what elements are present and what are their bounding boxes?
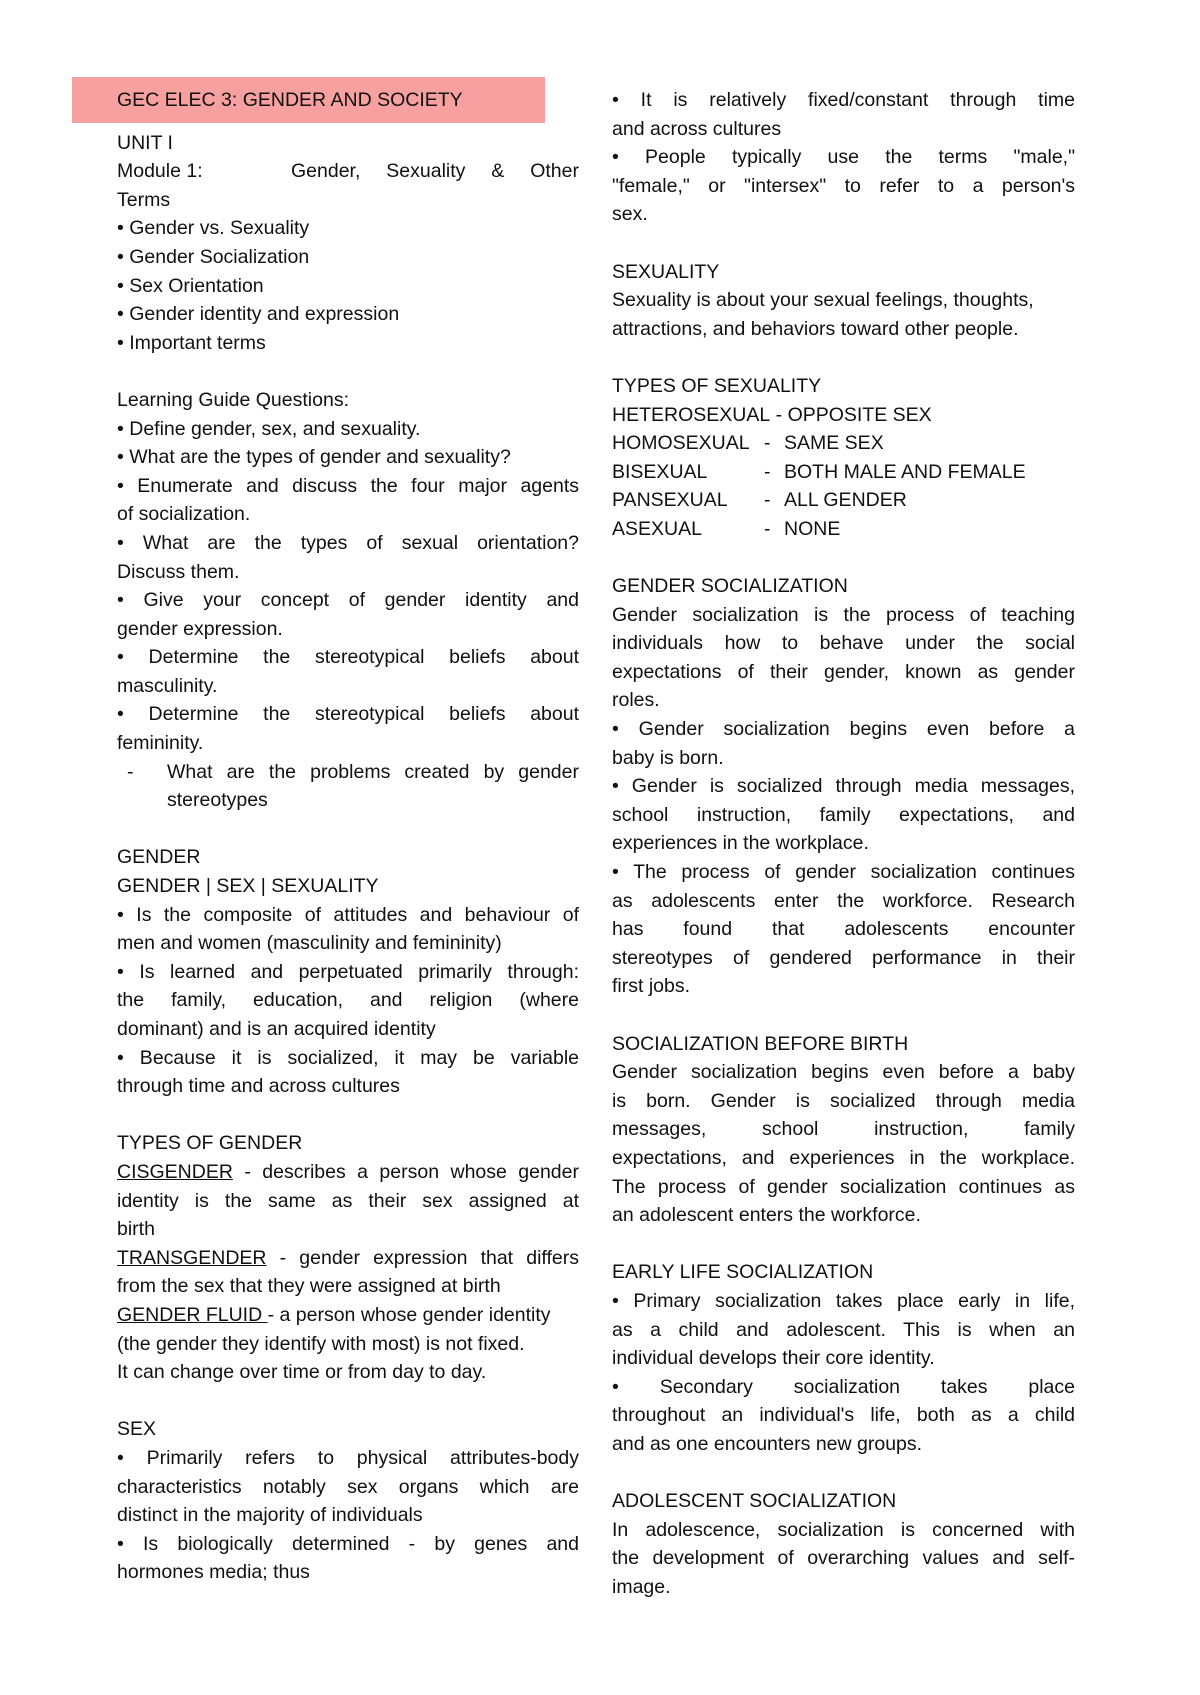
unit-label: UNIT I — [117, 131, 173, 154]
module-title: Gender, Sexuality & Other — [291, 160, 579, 183]
gs-line: • Gender is socialized through media messages, — [612, 775, 1075, 798]
sex-cont-line: and across cultures — [612, 117, 782, 140]
gs-line: experiences in the workplace. — [612, 832, 869, 855]
lgq-line: • Determine the stereotypical beliefs about — [117, 646, 579, 669]
sexuality-type-dash: - — [764, 460, 771, 483]
sexuality-type-value: BOTH MALE AND FEMALE — [784, 460, 1026, 483]
sexuality-type-name: ASEXUAL — [612, 517, 702, 540]
lgq-line: • What are the types of gender and sexuality? — [117, 446, 511, 469]
gender-line: men and women (masculinity and femininity) — [117, 932, 502, 955]
cisgender-def — [117, 1158, 579, 1187]
sex-heading: SEX — [117, 1418, 157, 1441]
gs-line: stereotypes of gendered performance in their — [612, 946, 1075, 969]
gs-line: as adolescents enter the workforce. Research — [612, 889, 1075, 912]
sex-line: distinct in the majority of individuals — [117, 1504, 423, 1527]
sexuality-type-value: OPPOSITE SEX — [787, 403, 932, 426]
sex-cont-line: • It is relatively fixed/constant through time — [612, 89, 1075, 111]
dash-bullet: - — [127, 760, 134, 783]
els-line: as a child and adolescent. This is when an — [612, 1318, 1075, 1341]
sexuality-line: Sexuality is about your sexual feelings, thoughts, — [612, 289, 1034, 312]
sex-line: characteristics notably sex organs which are — [117, 1475, 579, 1498]
sexuality-type-value: SAME SEX — [784, 432, 884, 455]
lgq-dash-line: stereotypes — [167, 789, 268, 812]
sexuality-type-row — [612, 486, 1075, 515]
lgq-line: • Give your concept of gender identity and — [117, 589, 579, 612]
module-label: Module 1: — [117, 160, 203, 183]
document-title: GEC ELEC 3: GENDER AND SOCIETY — [117, 89, 463, 111]
sbb-line: is born. Gender is socialized through media — [612, 1089, 1075, 1112]
left-column — [117, 86, 579, 1587]
gender-heading: GENDER — [117, 846, 201, 869]
lgq-line: femininity. — [117, 732, 204, 755]
gender-line: • Is learned and perpetuated primarily through: — [117, 960, 579, 983]
els-line: • Secondary socialization takes place — [612, 1375, 1075, 1398]
sbb-line: an adolescent enters the workforce. — [612, 1204, 921, 1227]
sex-line: hormones media; thus — [117, 1561, 310, 1584]
sbb-line: messages, school instruction, family — [612, 1118, 1075, 1141]
gender-subheading: GENDER | SEX | SEXUALITY — [117, 875, 379, 898]
as-line: In adolescence, socialization is concerned with — [612, 1518, 1075, 1541]
sexuality-line: attractions, and behaviors toward other people. — [612, 317, 1019, 340]
sbb-line: Gender socialization begins even before a baby — [612, 1061, 1075, 1084]
els-line: and as one encounters new groups. — [612, 1432, 923, 1455]
sex-cont-line: • People typically use the terms "male," — [612, 146, 1075, 169]
sex-cont-line: sex. — [612, 203, 648, 226]
gender-fluid-text: - a person whose gender identity — [267, 1303, 551, 1326]
gs-line: first jobs. — [612, 975, 691, 998]
module-title-cont: Terms — [117, 188, 171, 211]
sex-line: • Is biologically determined - by genes and — [117, 1532, 579, 1555]
types-gender-heading: TYPES OF GENDER — [117, 1132, 303, 1155]
lgq-line: of socialization. — [117, 503, 251, 526]
lgq-line: • What are the types of sexual orientation? — [117, 531, 579, 554]
els-line: throughout an individual's life, both as a child — [612, 1404, 1075, 1427]
gs-line: individuals how to behave under the social — [612, 632, 1075, 655]
sexuality-type-row — [612, 401, 1075, 430]
sexuality-type-row — [612, 458, 1075, 487]
sex-cont-line: "female," or "intersex" to refer to a person's — [612, 174, 1075, 197]
sexuality-type-dash: - — [770, 403, 788, 426]
gs-line: roles. — [612, 689, 660, 712]
sexuality-type-dash: - — [764, 517, 771, 540]
transgender-def — [117, 1244, 579, 1273]
lgq-dash-line: What are the problems created by gender — [167, 760, 579, 783]
els-line: • Primary socialization takes place early in life, — [612, 1289, 1075, 1312]
as-line: image. — [612, 1575, 671, 1598]
cisgender-line: identity is the same as their sex assigned at — [117, 1189, 579, 1212]
lgq-line: • Determine the stereotypical beliefs about — [117, 703, 579, 726]
cisgender-line: birth — [117, 1218, 155, 1241]
sexuality-type-value: NONE — [784, 517, 841, 540]
gs-line: • Gender socialization begins even before a — [612, 718, 1075, 741]
module-heading — [117, 157, 579, 186]
gender-fluid-term: GENDER FLUID — [117, 1303, 268, 1326]
topic-item: • Gender Socialization — [117, 245, 310, 268]
topic-item: • Sex Orientation — [117, 274, 264, 297]
sexuality-type-name: PANSEXUAL — [612, 489, 728, 512]
sexuality-type-row — [612, 515, 1075, 544]
sexuality-type-value: ALL GENDER — [784, 489, 907, 512]
gender-line: • Is the composite of attitudes and behaviour of — [117, 903, 579, 926]
early-life-socialization-heading: EARLY LIFE SOCIALIZATION — [612, 1261, 874, 1284]
adolescent-socialization-heading: ADOLESCENT SOCIALIZATION — [612, 1490, 897, 1513]
gs-line: Gender socialization is the process of teaching — [612, 603, 1075, 626]
topic-item: • Gender vs. Sexuality — [117, 217, 310, 240]
gender-socialization-heading: GENDER SOCIALIZATION — [612, 575, 848, 598]
gs-line: has found that adolescents encounter — [612, 918, 1075, 941]
sexuality-heading: SEXUALITY — [612, 260, 720, 283]
gs-line: baby is born. — [612, 746, 724, 769]
lgq-line: gender expression. — [117, 617, 283, 640]
gender-fluid-def — [117, 1301, 579, 1330]
sexuality-type-name: HETEROSEXUAL — [612, 403, 771, 426]
lgq-heading: Learning Guide Questions: — [117, 388, 349, 411]
lgq-line: • Enumerate and discuss the four major agents — [117, 474, 579, 497]
gs-line: school instruction, family expectations, and — [612, 803, 1075, 826]
gs-line: • The process of gender socialization continues — [612, 861, 1075, 884]
sexuality-type-dash: - — [764, 489, 771, 512]
socialization-before-birth-heading: SOCIALIZATION BEFORE BIRTH — [612, 1032, 909, 1055]
els-line: individual develops their core identity. — [612, 1347, 935, 1370]
cisgender-term: CISGENDER — [117, 1160, 233, 1183]
types-sexuality-heading: TYPES OF SEXUALITY — [612, 374, 822, 397]
topic-item: • Gender identity and expression — [117, 303, 400, 326]
gender-line: • Because it is socialized, it may be variable — [117, 1046, 579, 1069]
sex-line: • Primarily refers to physical attributes-body — [117, 1446, 579, 1469]
sexuality-type-name: HOMOSEXUAL — [612, 432, 750, 455]
gender-fluid-line: (the gender they identify with most) is not fixed. — [117, 1332, 525, 1355]
lgq-line: Discuss them. — [117, 560, 240, 583]
lgq-dash-item — [117, 758, 579, 815]
lgq-line: • Define gender, sex, and sexuality. — [117, 417, 421, 440]
right-column — [612, 86, 1075, 1601]
as-line: the development of overarching values and self- — [612, 1547, 1075, 1570]
sbb-line: The process of gender socialization continues as — [612, 1175, 1075, 1198]
transgender-line: from the sex that they were assigned at birth — [117, 1275, 501, 1298]
sexuality-type-name: BISEXUAL — [612, 460, 708, 483]
gender-line: through time and across cultures — [117, 1075, 400, 1098]
gender-line: dominant) and is an acquired identity — [117, 1018, 436, 1040]
transgender-text: - gender expression that differs — [266, 1246, 579, 1269]
transgender-term: TRANSGENDER — [117, 1246, 267, 1269]
gender-fluid-line: It can change over time or from day to day. — [117, 1361, 487, 1384]
gender-line: the family, education, and religion (where — [117, 989, 579, 1012]
lgq-line: masculinity. — [117, 674, 218, 697]
sexuality-type-dash: - — [764, 432, 771, 455]
topic-item: • Important terms — [117, 331, 266, 354]
cisgender-text: - describes a person whose gender — [232, 1160, 579, 1183]
sexuality-type-row — [612, 429, 1075, 458]
gs-line: expectations of their gender, known as gender — [612, 660, 1075, 683]
sbb-line: expectations, and experiences in the workplace. — [612, 1146, 1075, 1169]
